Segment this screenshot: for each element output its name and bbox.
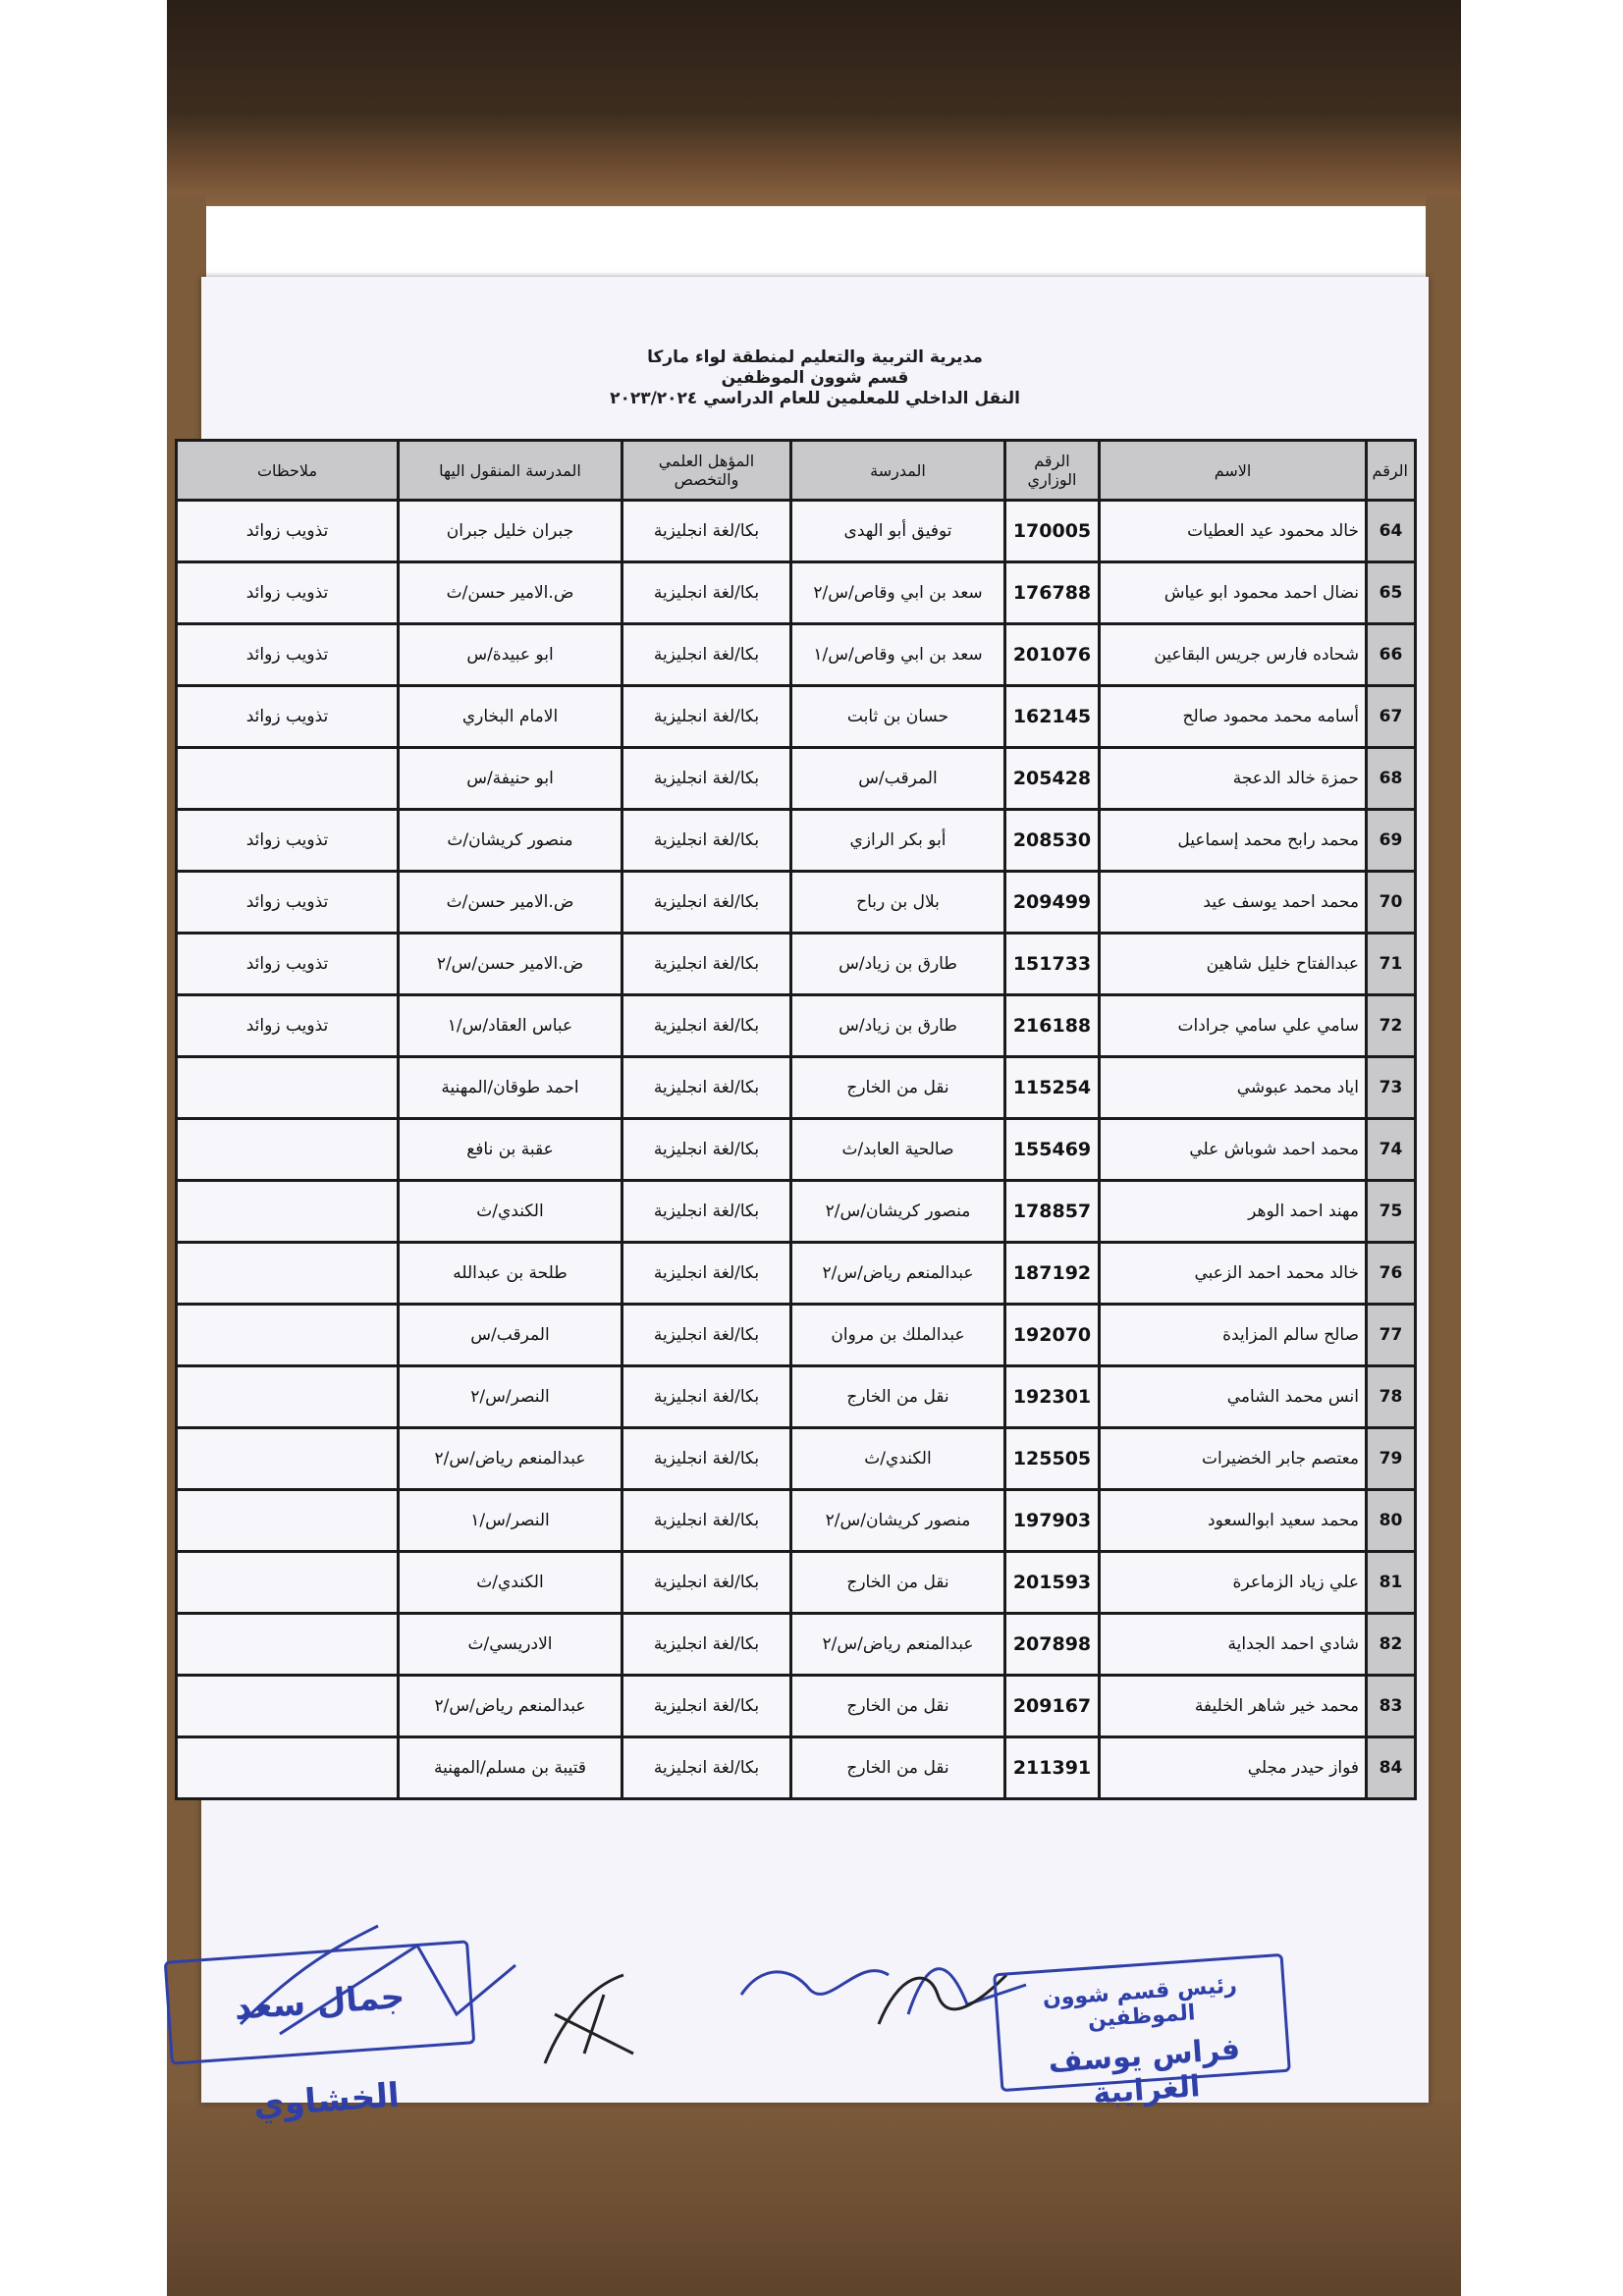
- row-qualification: بكا/لغة انجليزية: [622, 1614, 791, 1676]
- row-number: 73: [1367, 1057, 1416, 1119]
- row-qualification: بكا/لغة انجليزية: [622, 810, 791, 872]
- row-notes: [177, 1057, 399, 1119]
- row-school: أبو بكر الرازي: [791, 810, 1005, 872]
- row-qualification: بكا/لغة انجليزية: [622, 1305, 791, 1366]
- row-notes: تذويب زوائد: [177, 872, 399, 934]
- row-school: منصور كريشان/س/٢: [791, 1181, 1005, 1243]
- table-body: [177, 501, 1416, 1799]
- table-row: [177, 1737, 1416, 1799]
- table-row: [177, 1181, 1416, 1243]
- row-ministry-id: 176788: [1005, 562, 1100, 624]
- row-new-school: منصور كريشان/ث: [399, 810, 622, 872]
- header-no: الرقم: [1367, 441, 1416, 501]
- row-number: 84: [1367, 1737, 1416, 1799]
- row-number: 83: [1367, 1676, 1416, 1737]
- row-ministry-id: 211391: [1005, 1737, 1100, 1799]
- header-title: النقل الداخلي للمعلمين للعام الدراسي ٢٠٢٣/٢٠٢٤: [610, 389, 1020, 408]
- table-row: [177, 1243, 1416, 1305]
- row-new-school: طلحة بن عبدالله: [399, 1243, 622, 1305]
- row-ministry-id: 207898: [1005, 1614, 1100, 1676]
- row-ministry-id: 201593: [1005, 1552, 1100, 1614]
- row-new-school: الكندي/ث: [399, 1552, 622, 1614]
- row-ministry-id: 162145: [1005, 686, 1100, 748]
- row-school: عبدالملك بن مروان: [791, 1305, 1005, 1366]
- row-number: 79: [1367, 1428, 1416, 1490]
- row-ministry-id: 205428: [1005, 748, 1100, 810]
- row-name: خالد محمد احمد الزعبي: [1100, 1243, 1367, 1305]
- row-school: الكندي/ث: [791, 1428, 1005, 1490]
- row-new-school: ابو حنيفة/س: [399, 748, 622, 810]
- row-name: انس محمد الشامي: [1100, 1366, 1367, 1428]
- row-new-school: ض.الامير حسن/ث: [399, 562, 622, 624]
- row-ministry-id: 209499: [1005, 872, 1100, 934]
- desk-background-top: [167, 0, 1461, 206]
- row-new-school: عباس العقاد/س/١: [399, 995, 622, 1057]
- row-qualification: بكا/لغة انجليزية: [622, 1366, 791, 1428]
- table-row: [177, 624, 1416, 686]
- row-number: 72: [1367, 995, 1416, 1057]
- table-header-row: [177, 441, 1416, 501]
- table-row: [177, 1119, 1416, 1181]
- row-number: 68: [1367, 748, 1416, 810]
- row-school: حسان بن ثابت: [791, 686, 1005, 748]
- row-ministry-id: 170005: [1005, 501, 1100, 562]
- row-notes: تذويب زوائد: [177, 934, 399, 995]
- row-notes: تذويب زوائد: [177, 686, 399, 748]
- row-ministry-id: 125505: [1005, 1428, 1100, 1490]
- row-qualification: بكا/لغة انجليزية: [622, 934, 791, 995]
- row-name: حمزة خالد الدعجة: [1100, 748, 1367, 810]
- row-qualification: بكا/لغة انجليزية: [622, 1243, 791, 1305]
- table-row: [177, 1428, 1416, 1490]
- row-new-school: احمد طوقان/المهنية: [399, 1057, 622, 1119]
- row-qualification: بكا/لغة انجليزية: [622, 501, 791, 562]
- row-name: سامي علي سامي جرادات: [1100, 995, 1367, 1057]
- row-name: خالد محمود عيد العطيات: [1100, 501, 1367, 562]
- row-qualification: بكا/لغة انجليزية: [622, 624, 791, 686]
- table-row: [177, 1614, 1416, 1676]
- row-number: 80: [1367, 1490, 1416, 1552]
- header-notes: ملاحظات: [177, 441, 399, 501]
- row-school: بلال بن رباح: [791, 872, 1005, 934]
- row-name: فواز حيدر مجلي: [1100, 1737, 1367, 1799]
- row-ministry-id: 192070: [1005, 1305, 1100, 1366]
- table-row: [177, 1366, 1416, 1428]
- row-ministry-id: 197903: [1005, 1490, 1100, 1552]
- row-notes: [177, 1676, 399, 1737]
- row-notes: [177, 1737, 399, 1799]
- row-name: معتصم جابر الخضيرات: [1100, 1428, 1367, 1490]
- row-name: شحاده فارس جريس البقاعين: [1100, 624, 1367, 686]
- row-qualification: بكا/لغة انجليزية: [622, 686, 791, 748]
- row-number: 65: [1367, 562, 1416, 624]
- row-new-school: النصر/س/٢: [399, 1366, 622, 1428]
- row-ministry-id: 201076: [1005, 624, 1100, 686]
- row-school: طارق بن زياد/س: [791, 934, 1005, 995]
- row-notes: [177, 1243, 399, 1305]
- row-notes: تذويب زوائد: [177, 995, 399, 1057]
- table-row: [177, 1305, 1416, 1366]
- row-name: محمد احمد يوسف عيد: [1100, 872, 1367, 934]
- row-qualification: بكا/لغة انجليزية: [622, 1119, 791, 1181]
- row-ministry-id: 155469: [1005, 1119, 1100, 1181]
- row-ministry-id: 208530: [1005, 810, 1100, 872]
- desk-background-right: [1426, 196, 1461, 2110]
- row-school: نقل من الخارج: [791, 1057, 1005, 1119]
- row-ministry-id: 192301: [1005, 1366, 1100, 1428]
- row-number: 64: [1367, 501, 1416, 562]
- row-school: المرقب/س: [791, 748, 1005, 810]
- row-new-school: عبدالمنعم رياض/س/٢: [399, 1676, 622, 1737]
- row-new-school: الكندي/ث: [399, 1181, 622, 1243]
- row-qualification: بكا/لغة انجليزية: [622, 1057, 791, 1119]
- row-notes: تذويب زوائد: [177, 810, 399, 872]
- row-notes: تذويب زوائد: [177, 501, 399, 562]
- stamp-right-name: فراس يوسف الغرايبة: [1047, 2032, 1242, 2111]
- row-new-school: الادريسي/ث: [399, 1614, 622, 1676]
- table-row: [177, 748, 1416, 810]
- row-new-school: النصر/س/١: [399, 1490, 622, 1552]
- stamp-left-text: جمال سعد الخشاوي: [233, 1976, 406, 2125]
- header-qualification: المؤهل العلمي والتخصص: [622, 441, 791, 501]
- row-new-school: عبدالمنعم رياض/س/٢: [399, 1428, 622, 1490]
- row-name: علي زياد الزماعرة: [1100, 1552, 1367, 1614]
- row-notes: [177, 748, 399, 810]
- row-school: صالحية العابد/ث: [791, 1119, 1005, 1181]
- row-new-school: الامام البخاري: [399, 686, 622, 748]
- row-name: عبدالفتاح خليل شاهين: [1100, 934, 1367, 995]
- row-qualification: بكا/لغة انجليزية: [622, 1181, 791, 1243]
- signature-center-left: [525, 1955, 653, 2083]
- row-number: 82: [1367, 1614, 1416, 1676]
- row-school: عبدالمنعم رياض/س/٢: [791, 1243, 1005, 1305]
- row-notes: [177, 1181, 399, 1243]
- document-page: [201, 277, 1429, 2125]
- row-notes: [177, 1428, 399, 1490]
- row-ministry-id: 216188: [1005, 995, 1100, 1057]
- table-row: [177, 1490, 1416, 1552]
- row-notes: تذويب زوائد: [177, 624, 399, 686]
- stamp-left: [164, 1940, 476, 2125]
- row-number: 74: [1367, 1119, 1416, 1181]
- table-row: [177, 1676, 1416, 1737]
- row-name: محمد سعيد ابوالسعود: [1100, 1490, 1367, 1552]
- table-row: [177, 1552, 1416, 1614]
- table-row: [177, 934, 1416, 995]
- row-name: صالح سالم المزايدة: [1100, 1305, 1367, 1366]
- row-qualification: بكا/لغة انجليزية: [622, 1490, 791, 1552]
- row-name: محمد خير شاهر الخليفة: [1100, 1676, 1367, 1737]
- row-school: سعد بن ابي وقاص/س/٢: [791, 562, 1005, 624]
- row-name: محمد احمد شوباش علي: [1100, 1119, 1367, 1181]
- row-new-school: عقبة بن نافع: [399, 1119, 622, 1181]
- row-name: شادي احمد الجداية: [1100, 1614, 1367, 1676]
- row-qualification: بكا/لغة انجليزية: [622, 562, 791, 624]
- row-qualification: بكا/لغة انجليزية: [622, 995, 791, 1057]
- row-school: سعد بن ابي وقاص/س/١: [791, 624, 1005, 686]
- row-ministry-id: 187192: [1005, 1243, 1100, 1305]
- row-school: نقل من الخارج: [791, 1552, 1005, 1614]
- row-number: 78: [1367, 1366, 1416, 1428]
- row-notes: [177, 1119, 399, 1181]
- row-ministry-id: 115254: [1005, 1057, 1100, 1119]
- header-school: المدرسة: [791, 441, 1005, 501]
- row-name: أسامه محمد محمود صالح: [1100, 686, 1367, 748]
- stamp-right-title: رئيس قسم شوون الموظفين: [1042, 1973, 1238, 2033]
- header-new-school: المدرسة المنقول اليها: [399, 441, 622, 501]
- row-school: نقل من الخارج: [791, 1366, 1005, 1428]
- row-new-school: المرقب/س: [399, 1305, 622, 1366]
- row-name: مهند احمد الوهر: [1100, 1181, 1367, 1243]
- row-name: اياد محمد عبوشي: [1100, 1057, 1367, 1119]
- row-notes: [177, 1366, 399, 1428]
- stamp-right: [993, 1953, 1291, 2111]
- row-qualification: بكا/لغة انجليزية: [622, 1737, 791, 1799]
- row-notes: [177, 1552, 399, 1614]
- row-qualification: بكا/لغة انجليزية: [622, 1676, 791, 1737]
- header-ministry-id: الرقم الوزاري: [1005, 441, 1100, 501]
- row-ministry-id: 209167: [1005, 1676, 1100, 1737]
- row-number: 81: [1367, 1552, 1416, 1614]
- row-number: 70: [1367, 872, 1416, 934]
- row-notes: [177, 1614, 399, 1676]
- row-new-school: قتيبة بن مسلم/المهنية: [399, 1737, 622, 1799]
- transfer-table: [175, 439, 1417, 1800]
- row-new-school: ض.الامير حسن/ث: [399, 872, 622, 934]
- row-ministry-id: 151733: [1005, 934, 1100, 995]
- row-number: 71: [1367, 934, 1416, 995]
- row-ministry-id: 178857: [1005, 1181, 1100, 1243]
- row-new-school: ض.الامير حسن/س/٢: [399, 934, 622, 995]
- row-number: 67: [1367, 686, 1416, 748]
- table-row: [177, 1057, 1416, 1119]
- row-new-school: جبران خليل جبران: [399, 501, 622, 562]
- row-number: 66: [1367, 624, 1416, 686]
- row-school: نقل من الخارج: [791, 1676, 1005, 1737]
- table-row: [177, 872, 1416, 934]
- header-department: قسم شوون الموظفين: [721, 368, 909, 388]
- row-qualification: بكا/لغة انجليزية: [622, 1552, 791, 1614]
- row-number: 75: [1367, 1181, 1416, 1243]
- row-name: محمد رابح محمد إسماعيل: [1100, 810, 1367, 872]
- row-school: عبدالمنعم رياض/س/٢: [791, 1614, 1005, 1676]
- table-row: [177, 810, 1416, 872]
- row-qualification: بكا/لغة انجليزية: [622, 748, 791, 810]
- row-school: طارق بن زياد/س: [791, 995, 1005, 1057]
- row-number: 76: [1367, 1243, 1416, 1305]
- table-row: [177, 686, 1416, 748]
- row-school: منصور كريشان/س/٢: [791, 1490, 1005, 1552]
- row-qualification: بكا/لغة انجليزية: [622, 872, 791, 934]
- row-notes: [177, 1490, 399, 1552]
- row-notes: تذويب زوائد: [177, 562, 399, 624]
- table-row: [177, 562, 1416, 624]
- row-school: نقل من الخارج: [791, 1737, 1005, 1799]
- row-school: توفيق أبو الهدى: [791, 501, 1005, 562]
- row-number: 77: [1367, 1305, 1416, 1366]
- row-qualification: بكا/لغة انجليزية: [622, 1428, 791, 1490]
- row-name: نضال احمد محمود ابو عياش: [1100, 562, 1367, 624]
- row-notes: [177, 1305, 399, 1366]
- header-directorate: مديرية التربية والتعليم لمنطقة لواء ماركا: [647, 347, 983, 367]
- row-number: 69: [1367, 810, 1416, 872]
- header-name: الاسم: [1100, 441, 1367, 501]
- row-new-school: ابو عبيدة/س: [399, 624, 622, 686]
- document-header: [201, 347, 1429, 409]
- table-row: [177, 995, 1416, 1057]
- table-row: [177, 501, 1416, 562]
